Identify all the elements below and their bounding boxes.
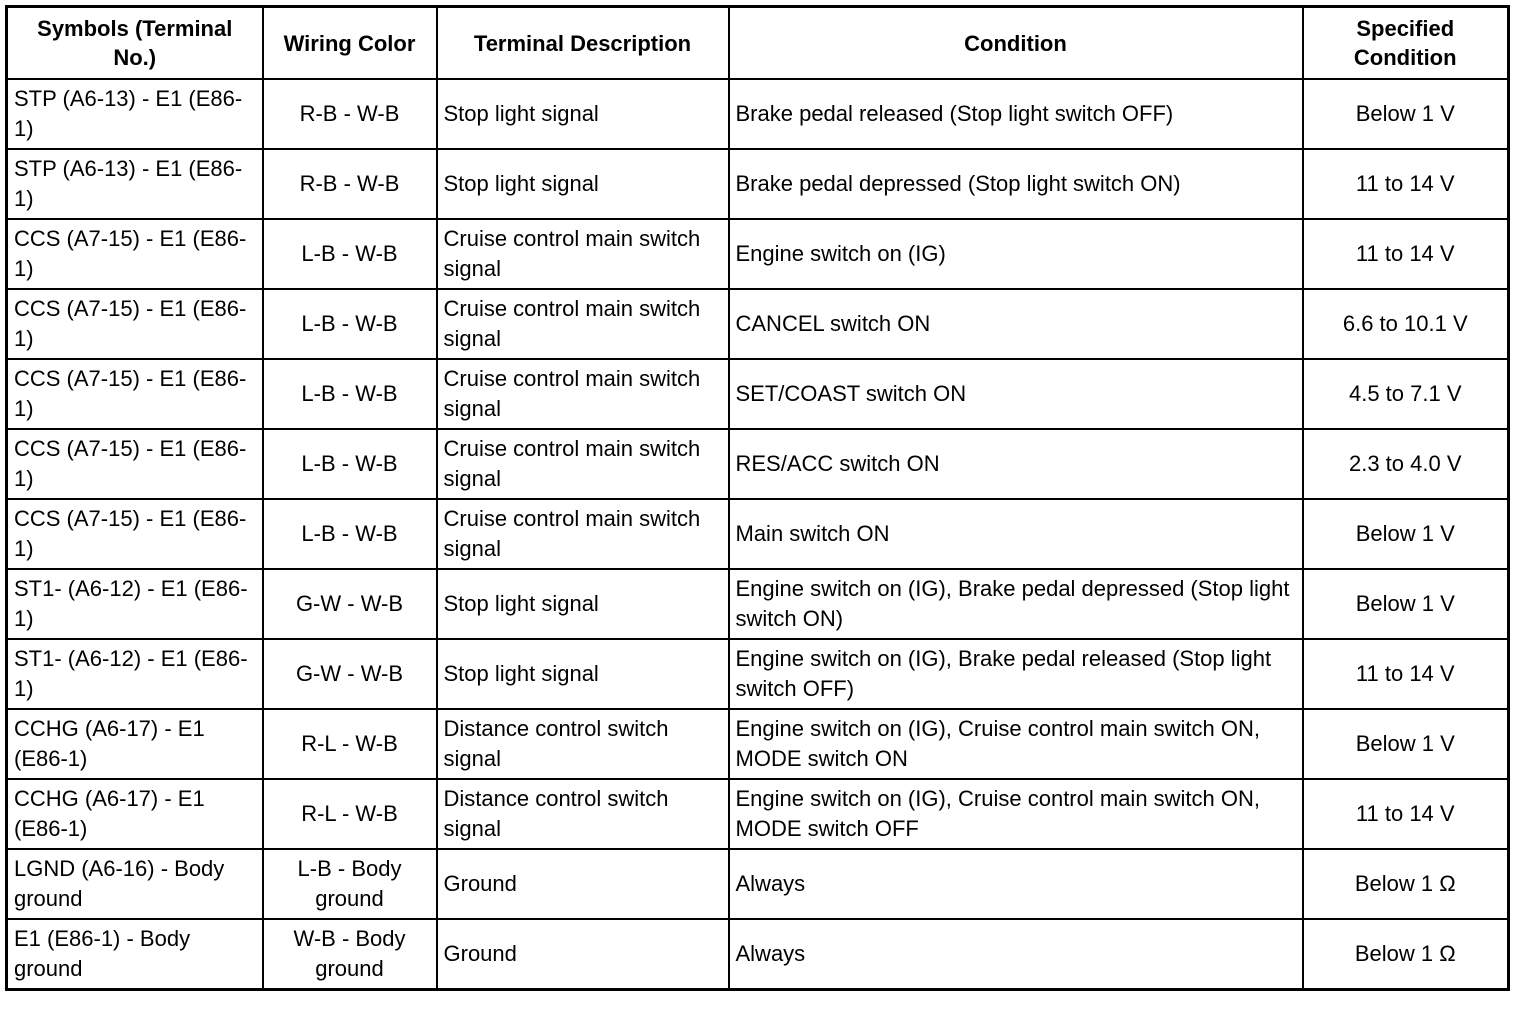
cell-terminal-description: Stop light signal xyxy=(437,149,729,219)
cell-condition: Engine switch on (IG), Cruise control main switch ON, MODE switch OFF xyxy=(729,779,1303,849)
cell-condition: SET/COAST switch ON xyxy=(729,359,1303,429)
cell-specified-condition: 11 to 14 V xyxy=(1303,639,1509,709)
cell-condition: CANCEL switch ON xyxy=(729,289,1303,359)
cell-terminal-description: Cruise control main switch signal xyxy=(437,429,729,499)
terminal-spec-table xyxy=(5,5,1510,991)
cell-symbols: CCS (A7-15) - E1 (E86-1) xyxy=(7,499,263,569)
table-row xyxy=(7,919,1509,990)
table-row xyxy=(7,359,1509,429)
page xyxy=(5,5,1510,991)
table-row xyxy=(7,779,1509,849)
cell-specified-condition: 11 to 14 V xyxy=(1303,219,1509,289)
cell-specified-condition: 11 to 14 V xyxy=(1303,149,1509,219)
cell-wiring-color: G-W - W-B xyxy=(263,569,437,639)
cell-terminal-description: Cruise control main switch signal xyxy=(437,499,729,569)
cell-terminal-description: Cruise control main switch signal xyxy=(437,359,729,429)
cell-wiring-color: L-B - W-B xyxy=(263,499,437,569)
cell-condition: RES/ACC switch ON xyxy=(729,429,1303,499)
cell-symbols: ST1- (A6-12) - E1 (E86-1) xyxy=(7,569,263,639)
cell-terminal-description: Ground xyxy=(437,919,729,990)
header-symbols: Symbols (Terminal No.) xyxy=(7,7,263,80)
cell-terminal-description: Ground xyxy=(437,849,729,919)
header-wiring-color: Wiring Color xyxy=(263,7,437,80)
cell-condition: Brake pedal depressed (Stop light switch ON) xyxy=(729,149,1303,219)
table-row xyxy=(7,709,1509,779)
cell-symbols: ST1- (A6-12) - E1 (E86-1) xyxy=(7,639,263,709)
cell-symbols: CCS (A7-15) - E1 (E86-1) xyxy=(7,429,263,499)
cell-specified-condition: Below 1 V xyxy=(1303,79,1509,149)
table-row xyxy=(7,569,1509,639)
cell-terminal-description: Stop light signal xyxy=(437,639,729,709)
cell-condition: Always xyxy=(729,849,1303,919)
cell-specified-condition: Below 1 V xyxy=(1303,569,1509,639)
table-row xyxy=(7,639,1509,709)
cell-wiring-color: R-B - W-B xyxy=(263,149,437,219)
cell-specified-condition: Below 1 V xyxy=(1303,709,1509,779)
cell-terminal-description: Cruise control main switch signal xyxy=(437,289,729,359)
cell-terminal-description: Cruise control main switch signal xyxy=(437,219,729,289)
cell-symbols: CCHG (A6-17) - E1 (E86-1) xyxy=(7,779,263,849)
table-row xyxy=(7,849,1509,919)
cell-specified-condition: 11 to 14 V xyxy=(1303,779,1509,849)
cell-terminal-description: Distance control switch signal xyxy=(437,779,729,849)
cell-condition: Engine switch on (IG) xyxy=(729,219,1303,289)
cell-specified-condition: Below 1 V xyxy=(1303,499,1509,569)
cell-symbols: LGND (A6-16) - Body ground xyxy=(7,849,263,919)
header-terminal-description: Terminal Description xyxy=(437,7,729,80)
cell-wiring-color: L-B - W-B xyxy=(263,289,437,359)
cell-specified-condition: 4.5 to 7.1 V xyxy=(1303,359,1509,429)
cell-specified-condition: Below 1 Ω xyxy=(1303,919,1509,990)
cell-specified-condition: 6.6 to 10.1 V xyxy=(1303,289,1509,359)
table-row xyxy=(7,219,1509,289)
header-row xyxy=(7,7,1509,80)
cell-condition: Main switch ON xyxy=(729,499,1303,569)
header-specified-condition: Specified Condition xyxy=(1303,7,1509,80)
table-header xyxy=(7,7,1509,80)
table-row xyxy=(7,429,1509,499)
cell-condition: Always xyxy=(729,919,1303,990)
cell-terminal-description: Stop light signal xyxy=(437,569,729,639)
cell-wiring-color: W-B - Body ground xyxy=(263,919,437,990)
cell-symbols: STP (A6-13) - E1 (E86-1) xyxy=(7,79,263,149)
cell-terminal-description: Stop light signal xyxy=(437,79,729,149)
table-body xyxy=(7,79,1509,990)
table-row xyxy=(7,149,1509,219)
cell-wiring-color: G-W - W-B xyxy=(263,639,437,709)
cell-symbols: E1 (E86-1) - Body ground xyxy=(7,919,263,990)
cell-symbols: CCS (A7-15) - E1 (E86-1) xyxy=(7,219,263,289)
cell-wiring-color: R-B - W-B xyxy=(263,79,437,149)
cell-symbols: CCS (A7-15) - E1 (E86-1) xyxy=(7,359,263,429)
table-row xyxy=(7,499,1509,569)
cell-specified-condition: Below 1 Ω xyxy=(1303,849,1509,919)
cell-symbols: CCHG (A6-17) - E1 (E86-1) xyxy=(7,709,263,779)
cell-wiring-color: L-B - W-B xyxy=(263,359,437,429)
table-row xyxy=(7,289,1509,359)
cell-wiring-color: L-B - W-B xyxy=(263,219,437,289)
cell-symbols: CCS (A7-15) - E1 (E86-1) xyxy=(7,289,263,359)
cell-condition: Engine switch on (IG), Brake pedal released (Stop light switch OFF) xyxy=(729,639,1303,709)
header-condition: Condition xyxy=(729,7,1303,80)
cell-wiring-color: R-L - W-B xyxy=(263,709,437,779)
table-row xyxy=(7,79,1509,149)
cell-condition: Engine switch on (IG), Cruise control main switch ON, MODE switch ON xyxy=(729,709,1303,779)
cell-specified-condition: 2.3 to 4.0 V xyxy=(1303,429,1509,499)
cell-condition: Brake pedal released (Stop light switch OFF) xyxy=(729,79,1303,149)
cell-wiring-color: L-B - W-B xyxy=(263,429,437,499)
cell-condition: Engine switch on (IG), Brake pedal depressed (Stop light switch ON) xyxy=(729,569,1303,639)
cell-wiring-color: R-L - W-B xyxy=(263,779,437,849)
cell-wiring-color: L-B - Body ground xyxy=(263,849,437,919)
cell-symbols: STP (A6-13) - E1 (E86-1) xyxy=(7,149,263,219)
cell-terminal-description: Distance control switch signal xyxy=(437,709,729,779)
